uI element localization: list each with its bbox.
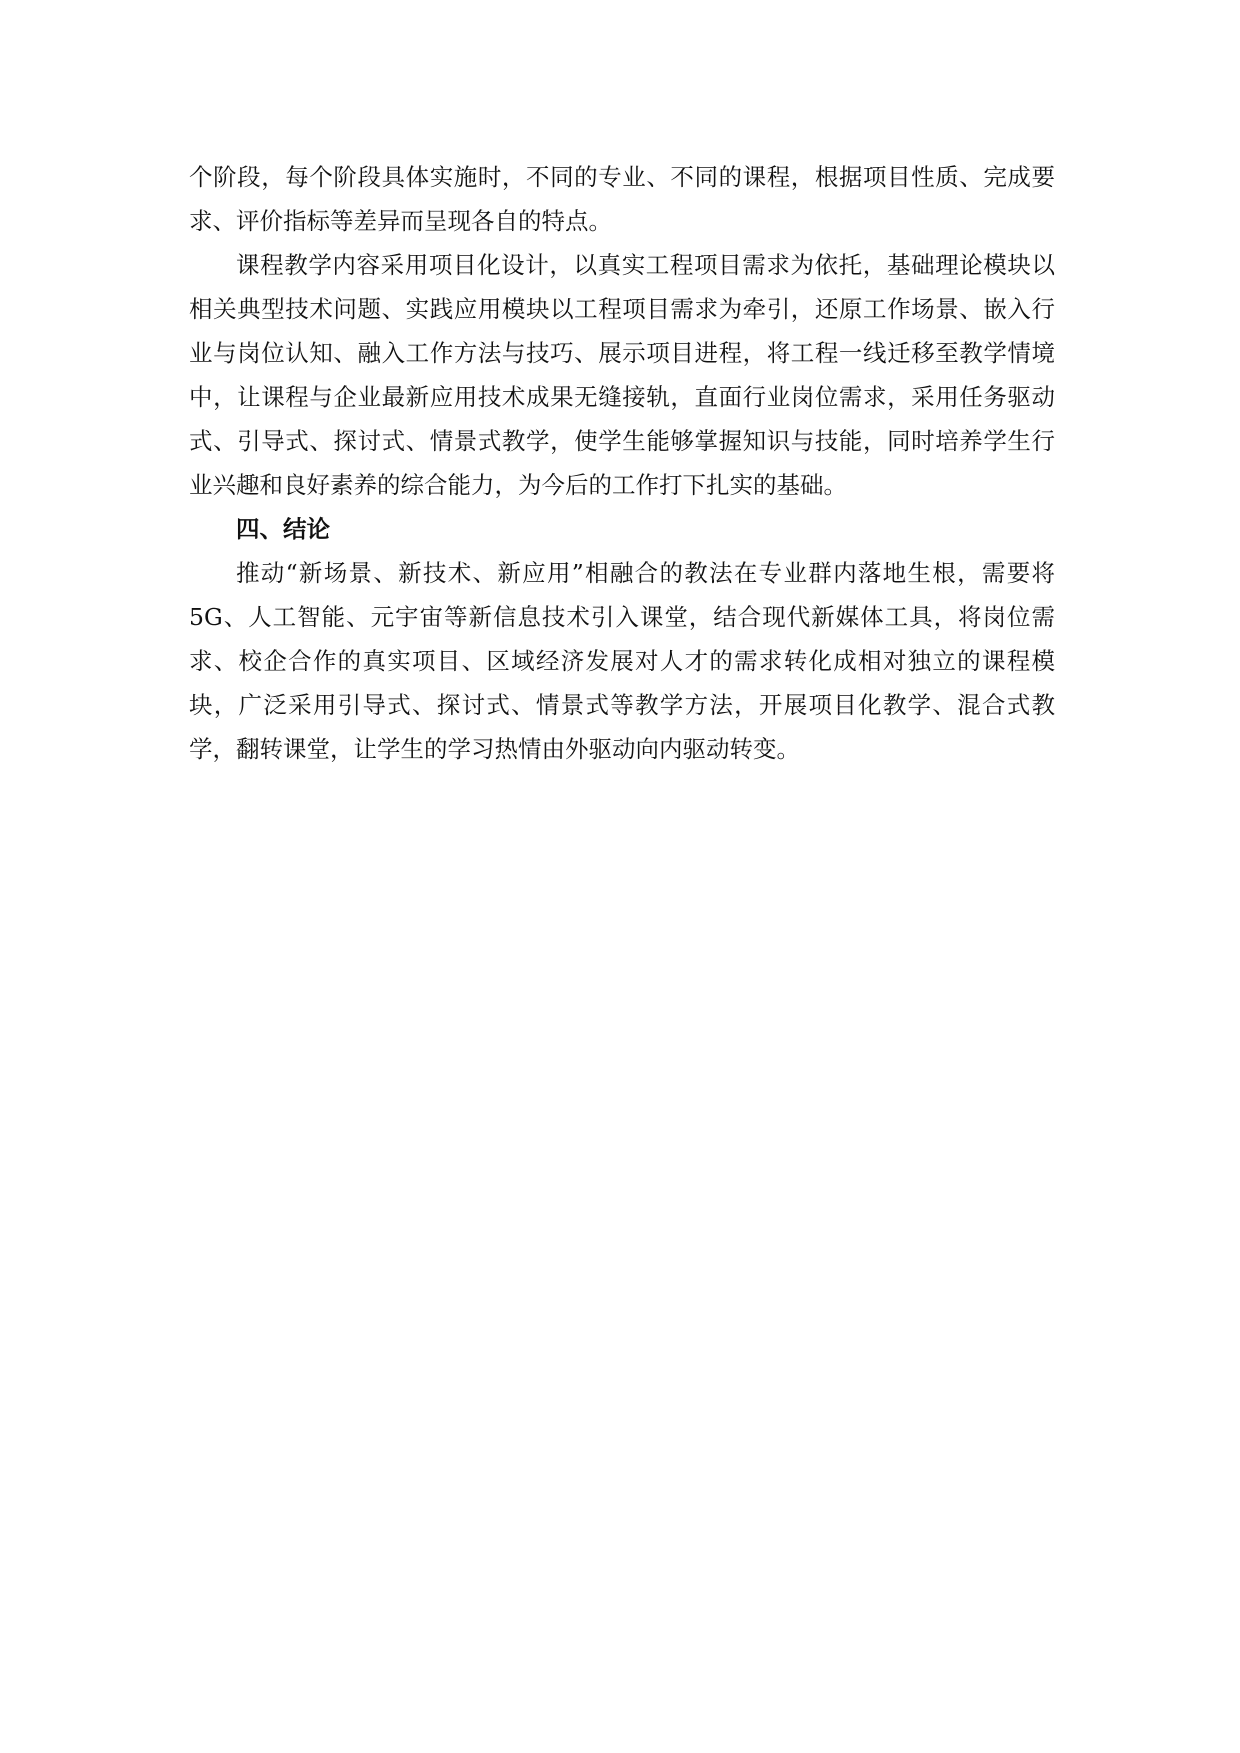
paragraph-continuation: 个阶段，每个阶段具体实施时，不同的专业、不同的课程，根据项目性质、完成要求、评价指标等差异而呈现各自的特点。 bbox=[189, 163, 1055, 235]
paragraph-course-content: 课程教学内容采用项目化设计，以真实工程项目需求为依托，基础理论模块以相关典型技术问题、实践应用模块以工程项目需求为牵引，还原工作场景、嵌入行业与岗位认知、融入工作方法与技巧、展示项目进程，将工程一线迁移至教学情境中，让课程与企业最新应用技术成果无缝接轨，直面行业岗位需求，采用任务驱动式、引导式、探讨式、情景式教学，使学生能够掌握知识与技能，同时培养学生行业兴趣和良好素养的综合能力，为今后的工作打下扎实的基础。 bbox=[189, 251, 1055, 499]
paragraph-conclusion: 推动“新场景、新技术、新应用”相融合的教法在专业群内落地生根，需要将 5G、人工智能、元宇宙等新信息技术引入课堂，结合现代新媒体工具，将岗位需求、校企合作的真实项目、区域经济发展对人才的需求转化成相对独立的课程模块，广泛采用引导式、探讨式、情景式等教学方法，开展项目化教学、混合式教学，翻转课堂，让学生的学习热情由外驱动向内驱动转变。 bbox=[189, 559, 1055, 763]
section-heading-conclusion: 四、结论 bbox=[236, 515, 330, 543]
document-body bbox=[189, 155, 1055, 771]
